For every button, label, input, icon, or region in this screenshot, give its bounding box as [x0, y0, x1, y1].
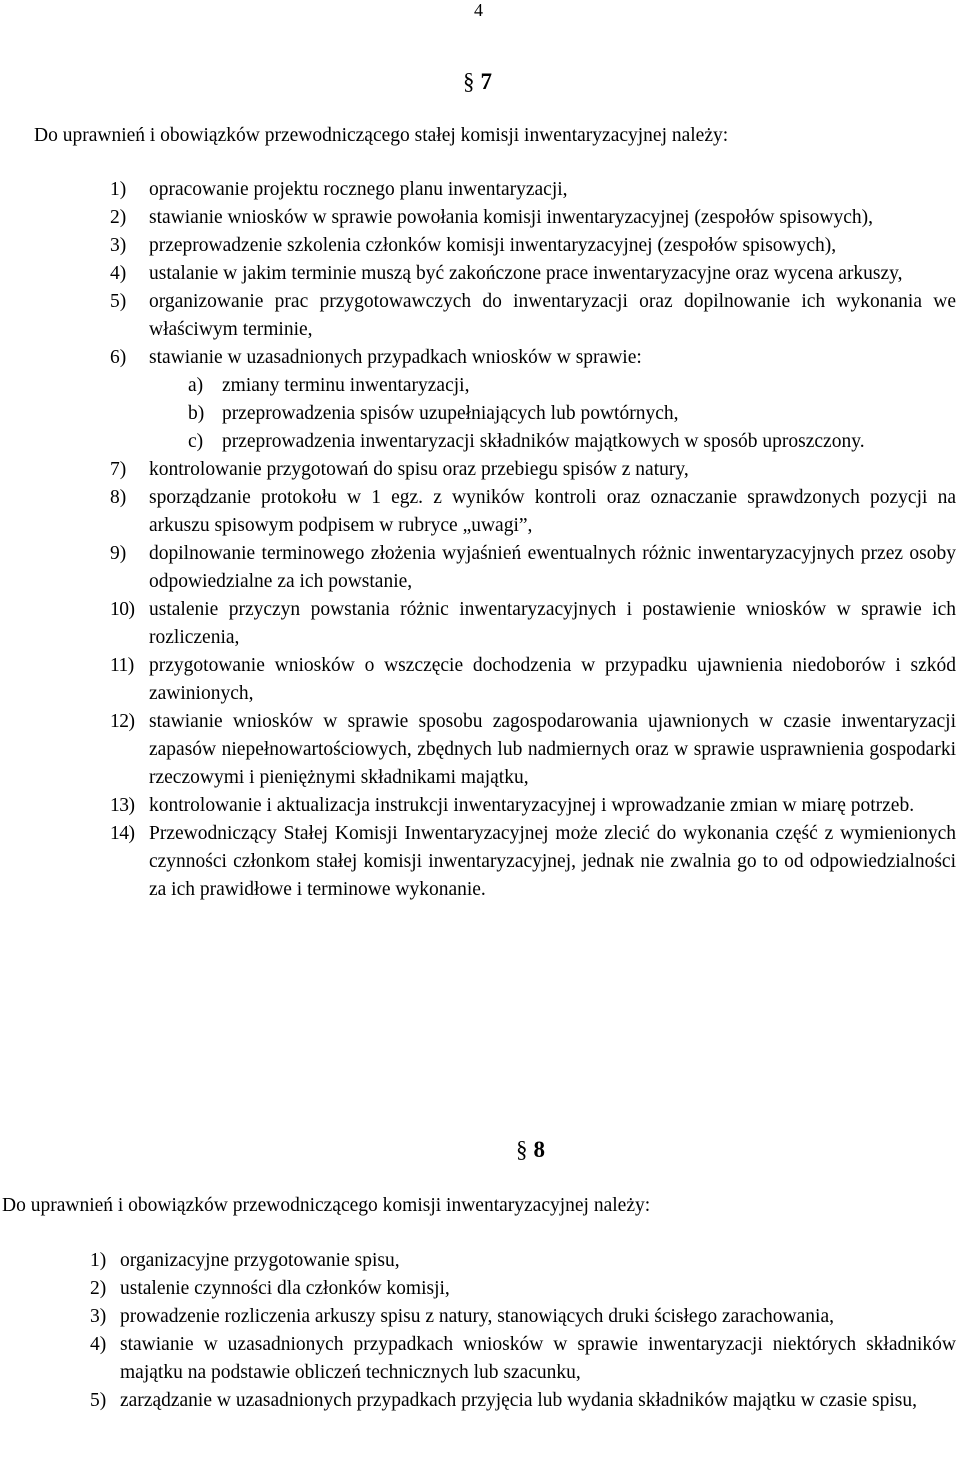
sub-list-item-text: zmiany terminu inwentaryzacji,: [222, 375, 470, 396]
list-marker: 5): [90, 1390, 107, 1411]
list-item-text: stawianie wniosków w sprawie sposobu zagospodarowania ujawnionych w czasie inwentaryzacji zapasów niepełnowartościowych, zbędnych lub nadmiernych oraz w sprawie usprawnienia gospodarki rzeczowymi i pieniężnymi składnikami majątku,: [149, 711, 956, 788]
list-item-text: kontrolowanie przygotowań do spisu oraz przebiegu spisów z natury,: [149, 459, 689, 480]
section-8-list: [90, 1247, 956, 1415]
page-number: 4: [474, 0, 483, 20]
list-marker: 8): [110, 487, 127, 508]
sub-list-item: [188, 428, 956, 456]
list-item-text: ustalanie w jakim terminie muszą być zakończone prace inwentaryzacyjne oraz wycena arkuszy,: [149, 263, 903, 284]
section-7-intro: Do uprawnień i obowiązków przewodniczącego stałej komisji inwentaryzacyjnej należy:: [34, 125, 729, 146]
list-marker: 7): [110, 459, 127, 480]
sub-list-marker: b): [188, 403, 205, 424]
sub-list-marker: c): [188, 431, 204, 452]
list-marker: 4): [110, 263, 127, 284]
list-item-text: kontrolowanie i aktualizacja instrukcji inwentaryzacyjnej i wprowadzanie zmian w miarę potrzeb.: [149, 795, 915, 816]
list-marker: 1): [110, 179, 127, 200]
section-heading-7: [463, 68, 492, 96]
list-item-text: dopilnowanie terminowego złożenia wyjaśnień ewentualnych różnic inwentaryzacyjnych przez osoby odpowiedzialne za ich powstanie,: [149, 543, 956, 592]
list-item-text: ustalenie czynności dla członków komisji,: [120, 1278, 450, 1299]
list-marker: 11): [110, 655, 134, 676]
sub-list: [149, 372, 956, 456]
list-item: [110, 204, 956, 232]
list-item-text: sporządzanie protokołu w 1 egz. z wyników kontroli oraz oznaczanie sprawdzonych pozycji na arkuszu spisowym podpisem w rubryce „uwagi”,: [149, 487, 956, 536]
list-marker: 2): [110, 207, 127, 228]
list-marker: 9): [110, 543, 127, 564]
list-item-text: przygotowanie wniosków o wszczęcie dochodzenia w przypadku ujawnienia niedoborów i szkód zawinionych,: [149, 655, 956, 704]
sub-list-item: [188, 372, 956, 400]
list-item-text: organizacyjne przygotowanie spisu,: [120, 1250, 400, 1271]
sub-list-item: [188, 400, 956, 428]
list-item: [90, 1303, 956, 1331]
list-item-text: stawianie wniosków w sprawie powołania komisji inwentaryzacyjnej (zespołów spisowych),: [149, 207, 874, 228]
list-item-text: zarządzanie w uzasadnionych przypadkach przyjęcia lub wydania składników majątku w czasie spisu,: [120, 1390, 918, 1411]
list-item: [110, 540, 956, 596]
list-item: [110, 288, 956, 344]
list-item-text: ustalenie przyczyn powstania różnic inwentaryzacyjnych i postawienie wniosków w sprawie ich rozliczenia,: [149, 599, 956, 648]
list-marker: 2): [90, 1278, 107, 1299]
list-item: [90, 1275, 956, 1303]
section-heading-8: [516, 1136, 545, 1164]
list-marker: 13): [110, 795, 135, 816]
list-marker: 12): [110, 711, 135, 732]
list-item: [110, 232, 956, 260]
list-marker: 5): [110, 291, 127, 312]
list-item-text: przeprowadzenie szkolenia członków komisji inwentaryzacyjnej (zespołów spisowych),: [149, 235, 837, 256]
list-item-text: Przewodniczący Stałej Komisji Inwentaryzacyjnej może zlecić do wykonania część z wymienionych czynności członkom stałej komisji inwentaryzacyjnej, jednak nie zwalnia go to od odpowiedzialności za ich prawidłowe i terminowe wykonanie.: [149, 823, 956, 900]
list-marker: 3): [110, 235, 127, 256]
list-item: [110, 596, 956, 652]
list-item-text: prowadzenie rozliczenia arkuszy spisu z natury, stanowiących druki ścisłego zarachowania,: [120, 1306, 834, 1327]
section-symbol: §: [516, 1137, 528, 1162]
list-item: [90, 1331, 956, 1387]
section-8-intro: Do uprawnień i obowiązków przewodniczącego komisji inwentaryzacyjnej należy:: [2, 1195, 651, 1216]
sub-list-marker: a): [188, 375, 204, 396]
list-item-text: stawianie w uzasadnionych przypadkach wniosków w sprawie inwentaryzacji niektórych składników majątku na podstawie obliczeń technicznych lub szacunku,: [120, 1334, 956, 1383]
list-item: [110, 708, 956, 792]
list-item: [110, 820, 956, 904]
list-item: [110, 456, 956, 484]
section-number: 7: [480, 69, 492, 94]
list-item: [110, 176, 956, 204]
list-item-text: organizowanie prac przygotowawczych do inwentaryzacji oraz dopilnowanie ich wykonania we właściwym terminie,: [149, 291, 956, 340]
list-item: [110, 792, 956, 820]
list-marker: 1): [90, 1250, 107, 1271]
section-symbol: §: [463, 69, 475, 94]
list-item: [90, 1387, 956, 1415]
list-item: [110, 652, 956, 708]
sub-list-item-text: przeprowadzenia spisów uzupełniających lub powtórnych,: [222, 403, 679, 424]
list-item: [90, 1247, 956, 1275]
section-7-list: [110, 176, 956, 904]
list-marker: 10): [110, 599, 135, 620]
list-item: [110, 260, 956, 288]
sub-list-item-text: przeprowadzenia inwentaryzacji składników majątkowych w sposób uproszczony.: [222, 431, 865, 452]
list-marker: 3): [90, 1306, 107, 1327]
list-item: [110, 344, 956, 456]
list-item: [110, 484, 956, 540]
list-item-text: stawianie w uzasadnionych przypadkach wniosków w sprawie:: [149, 347, 642, 368]
list-marker: 4): [90, 1334, 107, 1355]
list-item-text: opracowanie projektu rocznego planu inwentaryzacji,: [149, 179, 568, 200]
list-marker: 14): [110, 823, 135, 844]
list-marker: 6): [110, 347, 127, 368]
section-number: 8: [533, 1137, 545, 1162]
